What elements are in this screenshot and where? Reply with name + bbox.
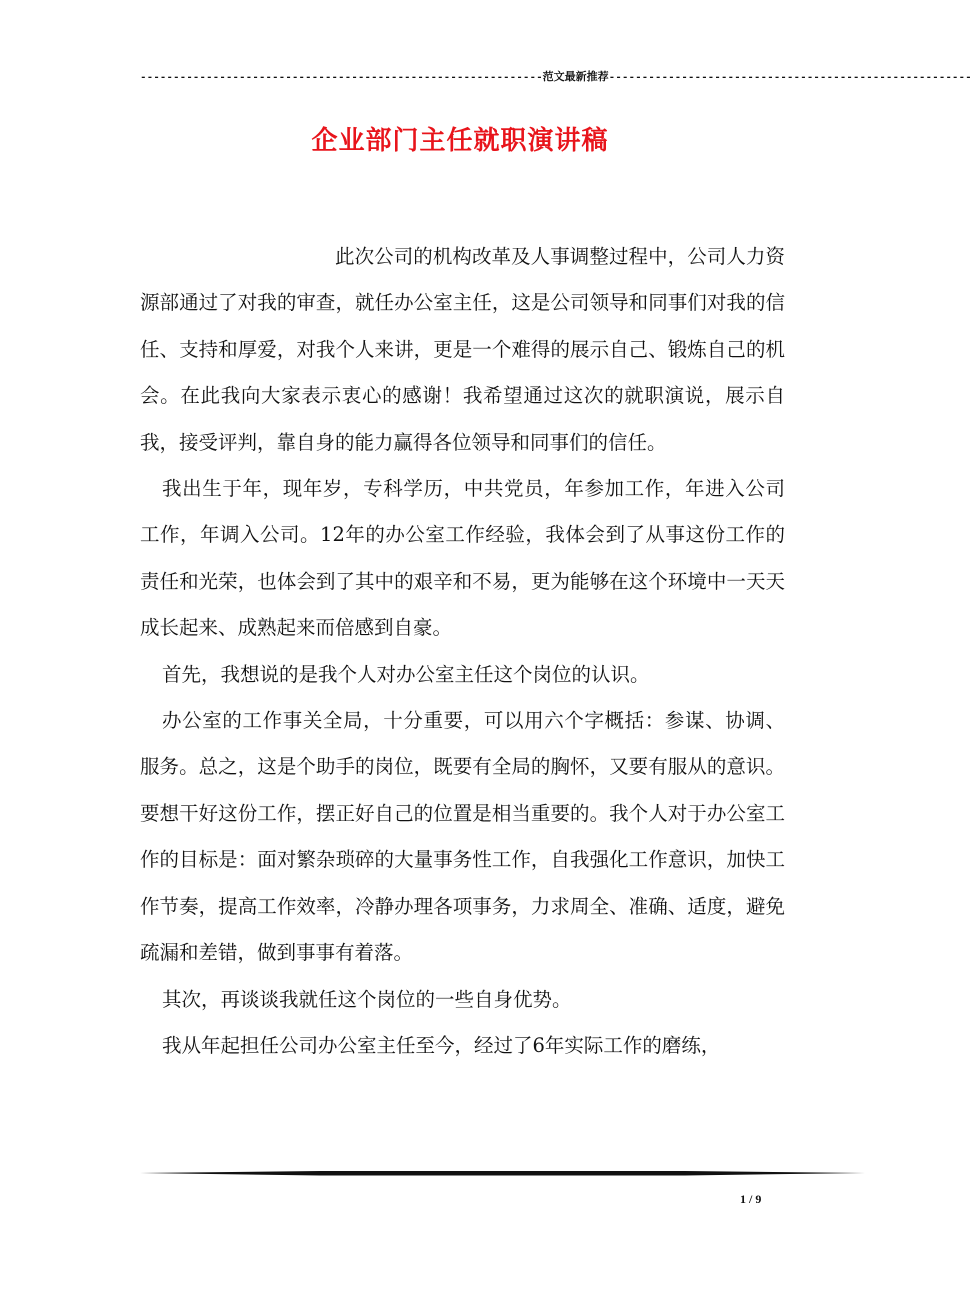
page-number: 1 / 9 [740,1192,762,1206]
paragraph: 我从年起担任公司办公室主任至今，经过了6年实际工作的磨练， [162,1033,721,1057]
paragraph: 其次，再谈谈我就任这个岗位的一些自身优势。 [162,987,572,1011]
paragraph: 首先，我想说的是我个人对办公室主任这个岗位的认识。 [162,662,650,686]
header-banner: -------------------------------------------------------------范文最新推荐------------------------------------------------------- [140,72,972,84]
document-title: 企业部门主任就职演讲稿 [311,126,609,156]
footer-rule [140,1168,865,1178]
paragraph: 我出生于年，现年岁，专科学历，中共党员，年参加工作，年进入公司工作，年调入公司。12年的办公室工作经验，我体会到了从事这份工作的责任和光荣，也体会到了其中的艰辛和不易，更为能够在这个环境中一天天成长起来、成熟起来而倍感到自豪。 [140,477,785,640]
paragraph: 此次公司的机构改革及人事调整过程中，公司人力资源部通过了对我的审查，就任办公室主任，这是公司领导和同事们对我的信任、支持和厚爱，对我个人来讲，更是一个难得的展示自己、锻炼自己的机会。在此我向大家表示衷心的感谢！我希望通过这次的就职演说，展示自我，接受评判，靠自身的能力赢得各位领导和同事们的信任。 [140,245,785,454]
paragraph: 办公室的工作事关全局，十分重要，可以用六个字概括：参谋、协调、服务。总之，这是个助手的岗位，既要有全局的胸怀，又要有服从的意识。要想干好这份工作，摆正好自己的位置是相当重要的。我个人对于办公室工作的目标是：面对繁杂琐碎的大量事务性工作，自我强化工作意识，加快工作节奏，提高工作效率，冷静办理各项事务，力求周全、准确、适度，避免疏漏和差错，做到事事有着落。 [140,709,785,965]
document-body [140,234,785,1069]
